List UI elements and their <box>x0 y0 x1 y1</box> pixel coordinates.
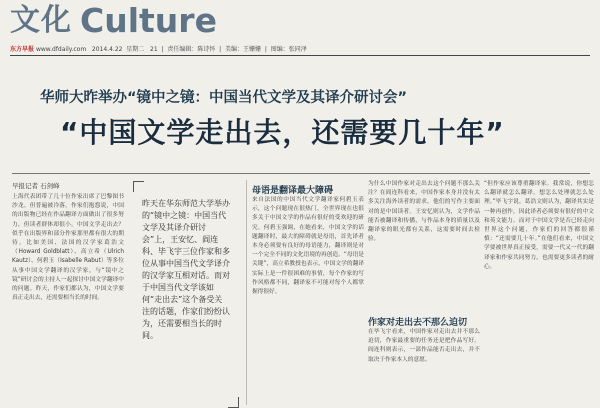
photo-editor-credit: 图编：张同泽 <box>270 46 307 53</box>
lead-corner-bottom-right <box>228 397 239 408</box>
body-column-4-bottom: 在毕飞宇看来，中国作家对走出去并不那么迫切，作家最重要的任务还是把作品写好。阎连科则表示，一部作品能否走出去，并不取决于作家本人的意愿。 <box>368 329 480 363</box>
designer-credit: 美编：王姗姗 <box>225 46 262 53</box>
body-column-3: 来自法国的中国当代文学翻译家何碧玉表示，这个问题现在很热门，全世界现在也很多关于中国文学的作品有很好的受欢迎的研究。何碧玉强调，在她看来，中国文学的话题翻译时，最大的障碍就是母语，首先译者本身必须要有良好的母语能力，翻译则是对一个完全不同的文化语境的再创造。“母语是关键”，高立希教授也表示，中国文学的翻译实际上是一件很困难的事情，每个作家的写作风格都不同，翻译家不可能对每个人都掌握得很好。 <box>252 197 364 296</box>
article-subtitle: 华师大昨举办“镜中之镜：中国当代文学及其译介研讨会” <box>40 90 408 106</box>
weekday: 星期二 <box>126 46 145 53</box>
body-column-4-top: 为什么中国作家对走出去这个问题不那么关注？在阎连科看来，中国作家本身并没有太多关注海外读者的需求，他们的写作主要面对的是中国读者。王安忆则认为，文学作品能否被翻译和传播，与作品本身的质量以及翻译家的眼光都有关系，这需要时间去检验。 <box>368 181 480 243</box>
site-url: www.dfdaily.com <box>35 46 87 53</box>
section-title-cn: 文化 <box>10 3 72 38</box>
lead-corner-top-left <box>133 181 144 192</box>
page-number: 21 <box>150 46 158 53</box>
headline-divider <box>12 173 590 174</box>
article-headline: “中国文学走出去，还需要几十年” <box>60 116 505 149</box>
body-column-5: “但作家应该尊重翻译家。我常说，你想怎么翻译就怎么翻译，想怎么处理就怎么处理。”毕飞宇说。葛浩文则认为，翻译其实是一种再创作，因此译者必须要有很好的中文和英文能力。而对于中国文学是否已经走向世界这个问题，作家们的回答都很谨慎：“还需要几十年。”在他们看来，中国文学要被世界真正接受，需要一代又一代的翻译家和作家共同努力，也需要更多读者的耐心。 <box>484 181 594 270</box>
section-title-en: Culture <box>80 1 217 40</box>
editor-credit: 责任编辑：陈诗怀 <box>167 46 216 53</box>
lead-paragraph: 昨天在华东师范大学举办的“镜中之镜：中国当代文学及其译介研讨会”上，王安忆、阎连科、毕飞宇三位作家和多位从事中国当代文学译介的汉学家互相对话。而对于中国当代文学该如何“走出去”这个备受关注的话题，作家们纷纷认为，还需要相当长的时间。 <box>142 199 230 340</box>
byline: 早报记者 石剑峰 <box>12 182 60 190</box>
masthead-divider <box>10 55 590 56</box>
masthead-info-line: 东方早报 www.dfdaily.com 2014.4.22 星期二 21 | 责任编辑：陈诗怀 | 美编：王姗姗 | 图编：张同泽 <box>10 46 307 53</box>
section-heading-writers: 作家对走出去不那么迫切 <box>368 318 468 328</box>
paper-name: 东方早报 <box>10 46 35 53</box>
issue-date: 2014.4.22 <box>91 46 123 53</box>
section-heading-translation: 母语是翻译最大障碍 <box>252 186 334 196</box>
column-divider-left <box>246 180 247 405</box>
body-column-1: 上海代表团带了几十位作家出席了巴黎图书沙龙。但普遍被冷落。作家们抱怨说，中国的出版物已经在作品翻译方面做出了很多努力，但读者群体却很小。中国文学走出去？似乎在出版界和部分作家那里都有很大的期待。比如美国、法国的汉学家葛浩文（Howard Goldblatt）、高立希（Ulrich Kautz）、何碧玉（Isabelle Rabut）等多位从事中国文学翻译的汉学家，与“镜中之镜”研讨会的主持人一起探讨中国文学翻译中的问题。昨天，作家们都认为，中国文学要真正走出去，还需要相当长的时间。 <box>12 194 124 302</box>
